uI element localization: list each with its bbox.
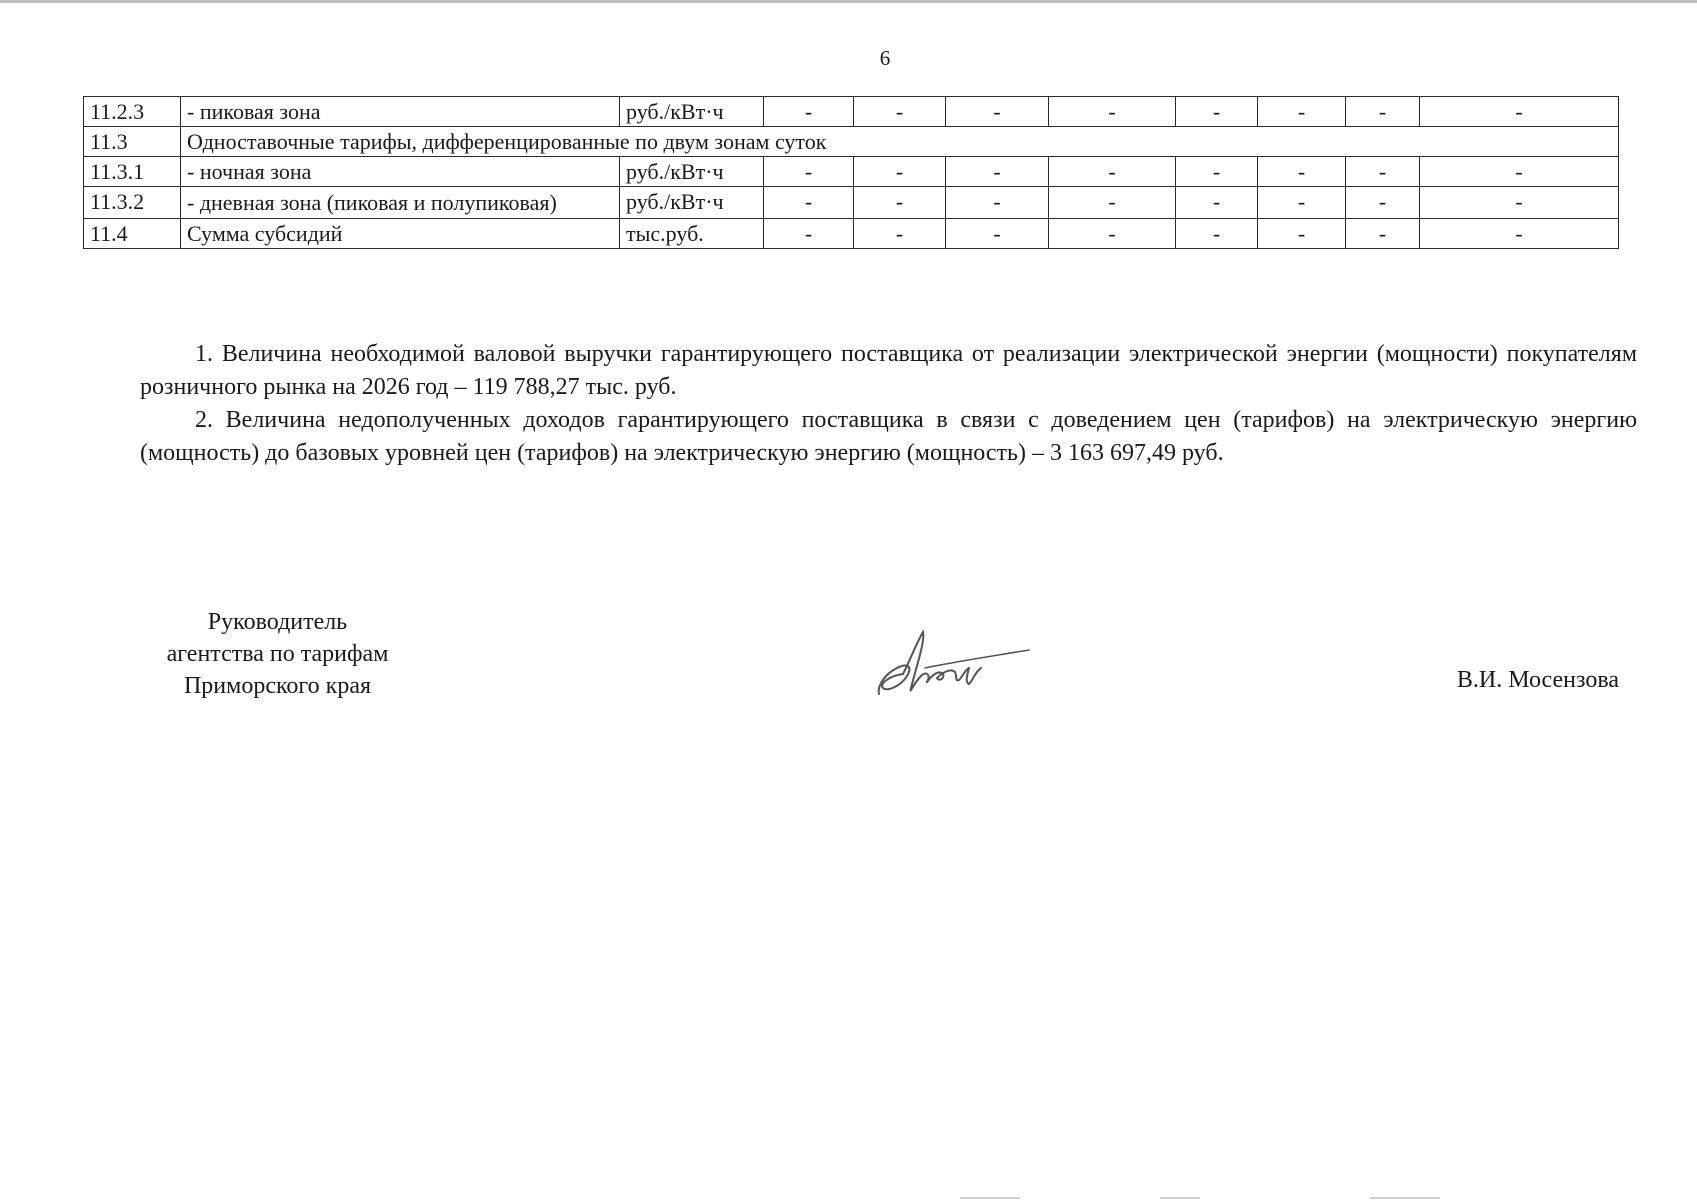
row-unit: руб./кВт·ч [620,97,764,127]
handwritten-signature-icon [873,628,1033,708]
row-value: - [1049,219,1176,249]
row-value: - [946,187,1049,219]
row-value: - [1346,97,1420,127]
table-row [84,219,1619,249]
row-name: Сумма субсидий [181,219,620,249]
table-section-row [84,127,1619,157]
row-value: - [764,157,854,187]
row-name: - дневная зона (пиковая и полупиковая) [181,187,620,219]
row-value: - [946,219,1049,249]
row-value: - [854,157,946,187]
row-value: - [946,157,1049,187]
row-name: - пиковая зона [181,97,620,127]
row-value: - [764,219,854,249]
row-value: - [1258,219,1346,249]
tariff-table [83,96,1619,249]
table-row [84,97,1619,127]
row-value: - [1420,219,1619,249]
signatory-position [140,606,415,702]
row-value: - [1176,219,1258,249]
row-value: - [1258,157,1346,187]
row-value: - [1346,219,1420,249]
row-code: 11.3.1 [84,157,181,187]
note-paragraph: 2. Величина недополученных доходов гарантирующего поставщика в связи с доведением цен (тарифов) на электрическую энергию (мощность) до базовых уровней цен (тарифов) на электрическую энергию (мощность) – 3 163 697,49 руб. [140,407,1637,466]
row-value: - [946,97,1049,127]
row-value: - [854,187,946,219]
note-paragraph: 1. Величина необходимой валовой выручки гарантирующего поставщика от реализации электрической энергии (мощности) покупателям розничного рынка на 2026 год – 119 788,27 тыс. руб. [140,341,1637,400]
row-value: - [1258,187,1346,219]
signatory-position-line: Руководитель [207,609,348,635]
row-code: 11.4 [84,219,181,249]
row-value: - [1176,157,1258,187]
signatory-position-line: агентства по тарифам [166,641,389,667]
table-row [84,187,1619,219]
signer-name: В.И. Мосензова [1456,667,1619,693]
row-value: - [764,187,854,219]
page-number: 6 [879,46,891,70]
row-value: - [1420,97,1619,127]
row-code: 11.3 [84,127,181,157]
row-value: - [1258,97,1346,127]
scan-artifact [1160,1197,1200,1199]
table-row [84,157,1619,187]
row-value: - [1346,157,1420,187]
row-value: - [764,97,854,127]
row-value: - [1049,157,1176,187]
row-unit: тыс.руб. [620,219,764,249]
row-value: - [1346,187,1420,219]
row-value: - [854,97,946,127]
row-code: 11.2.3 [84,97,181,127]
row-name: - ночная зона [181,157,620,187]
row-value: - [1420,157,1619,187]
row-unit: руб./кВт·ч [620,157,764,187]
row-value: - [1420,187,1619,219]
row-unit: руб./кВт·ч [620,187,764,219]
row-value: - [1176,187,1258,219]
scan-artifact [1370,1197,1440,1199]
scan-top-edge [0,0,1697,3]
row-value: - [1176,97,1258,127]
row-value: - [854,219,946,249]
row-value: - [1049,187,1176,219]
row-value: - [1049,97,1176,127]
row-code: 11.3.2 [84,187,181,219]
signatory-position-line: Приморского края [183,673,372,699]
scan-artifact [960,1197,1020,1199]
notes-section [140,338,1637,470]
section-title: Одноставочные тарифы, дифференцированные по двум зонам суток [181,127,1619,157]
